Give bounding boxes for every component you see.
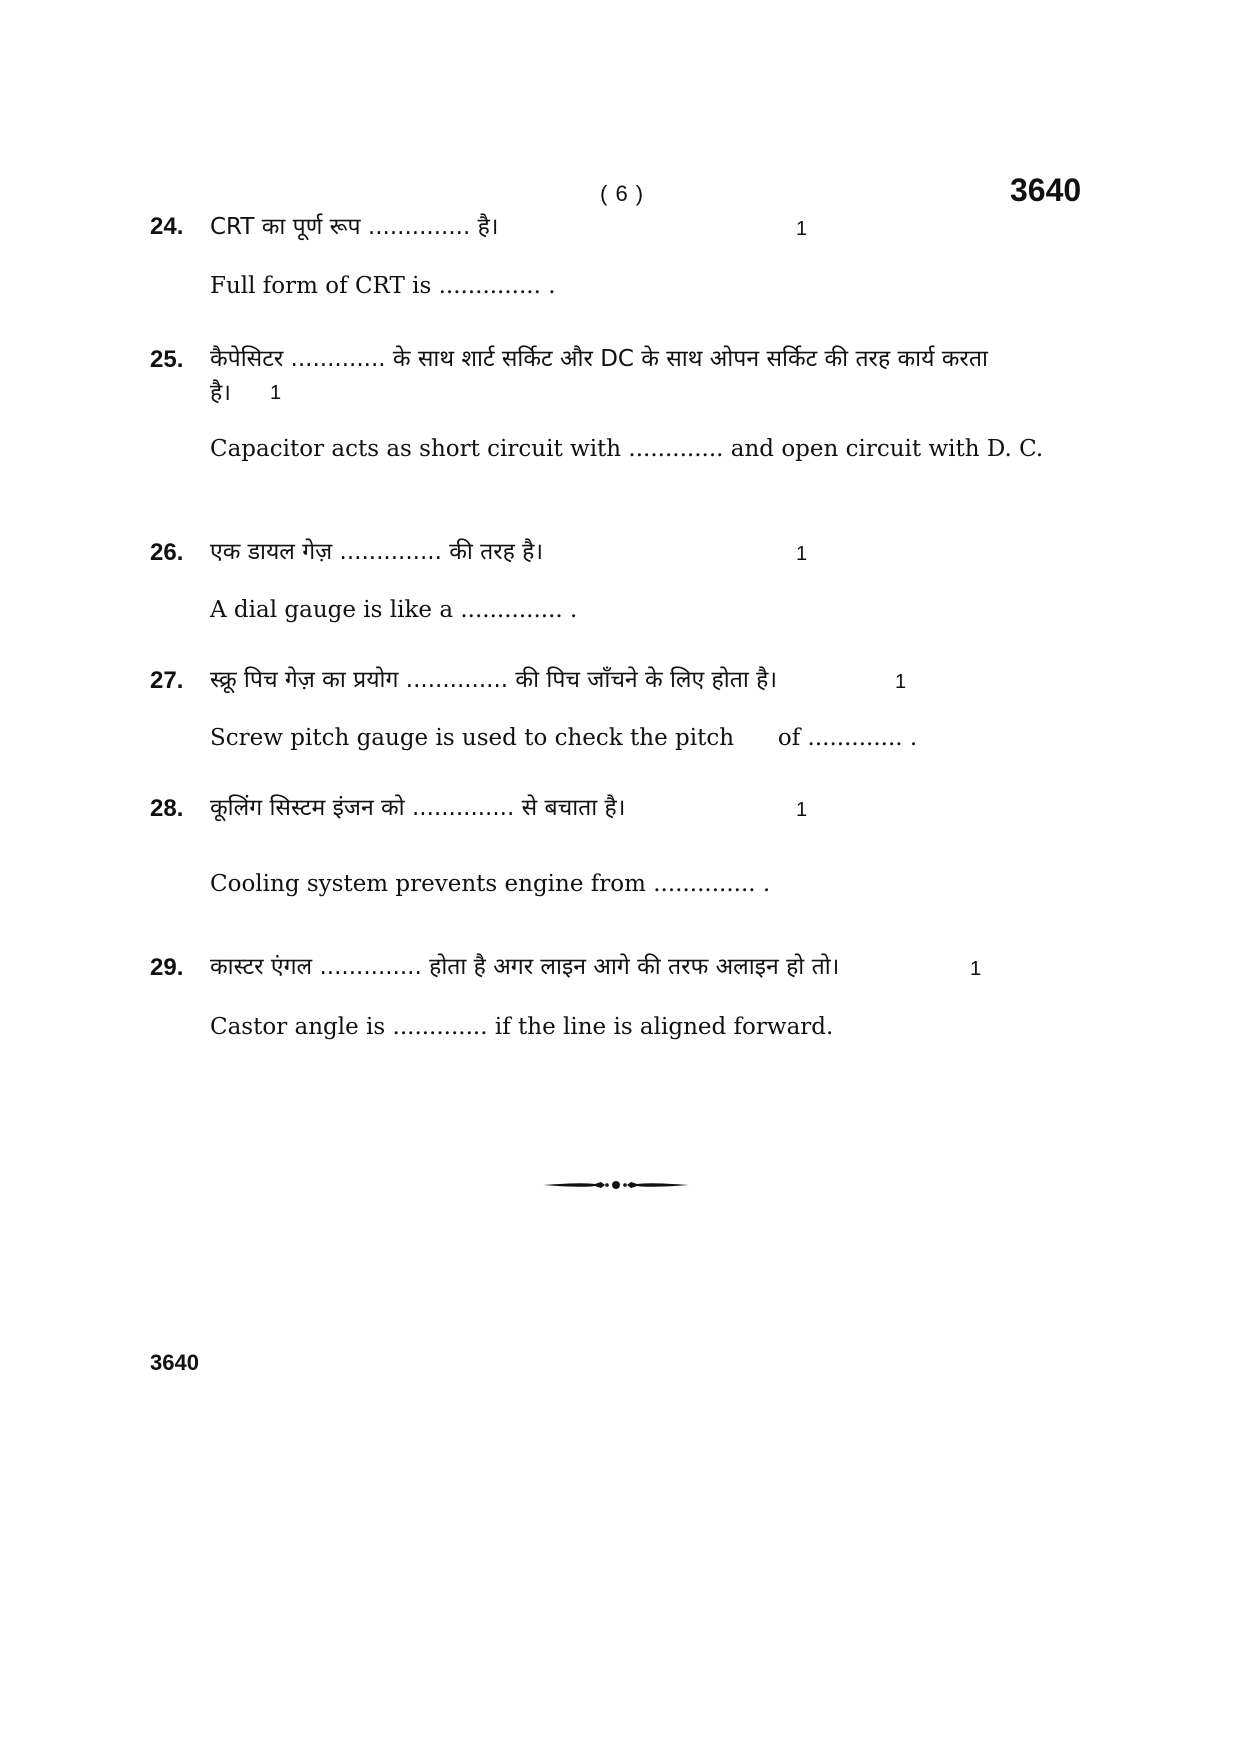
question-text-hindi: स्क्रू पिच गेज़ का प्रयोग .............. की पिच जाँचने के लिए होता है।	[210, 667, 778, 693]
question-text-english: Screw pitch gauge is used to check the pitch of ............. .	[210, 725, 918, 751]
question-number: 26.	[150, 539, 184, 566]
end-of-paper-ornament-icon	[543, 1178, 689, 1192]
question-text-english: Castor angle is ............. if the line is aligned forward.	[210, 1014, 834, 1040]
question-text-hindi: एक डायल गेज़ .............. की तरह है।	[210, 539, 544, 565]
question-text-english: A dial gauge is like a .............. .	[210, 597, 578, 623]
question-marks: 1	[970, 958, 982, 980]
question-text-english: Full form of CRT is .............. .	[210, 273, 556, 299]
page-number: ( 6 )	[600, 181, 645, 206]
question-text-english: Capacitor acts as short circuit with ............. and open circuit with D. C.	[210, 436, 1044, 462]
question-marks: 1	[796, 218, 808, 240]
question-text-hindi-cont: है।	[210, 380, 231, 406]
question-text-hindi: कास्टर एंगल .............. होता है अगर लाइन आगे की तरफ अलाइन हो तो।	[210, 954, 840, 980]
question-number: 29.	[150, 954, 184, 981]
question-number: 24.	[150, 213, 184, 240]
question-text-english: Cooling system prevents engine from .............. .	[210, 871, 771, 897]
question-number: 27.	[150, 667, 184, 694]
question-text-hindi: कूलिंग सिस्टम इंजन को .............. से बचाता है।	[210, 795, 626, 821]
question-marks: 1	[895, 671, 907, 693]
question-number: 28.	[150, 795, 184, 822]
question-text-hindi: CRT का पूर्ण रूप .............. है।	[210, 214, 499, 240]
question-marks: 1	[796, 799, 808, 821]
question-text-hindi: कैपेसिटर ............. के साथ शार्ट सर्किट और DC के साथ ओपन सर्किट की तरह कार्य करता	[210, 346, 988, 372]
question-number: 25.	[150, 346, 184, 373]
question-marks: 1	[270, 382, 282, 404]
paper-code-bottom: 3640	[150, 1350, 199, 1375]
paper-code-top: 3640	[1010, 172, 1082, 208]
question-marks: 1	[796, 543, 808, 565]
